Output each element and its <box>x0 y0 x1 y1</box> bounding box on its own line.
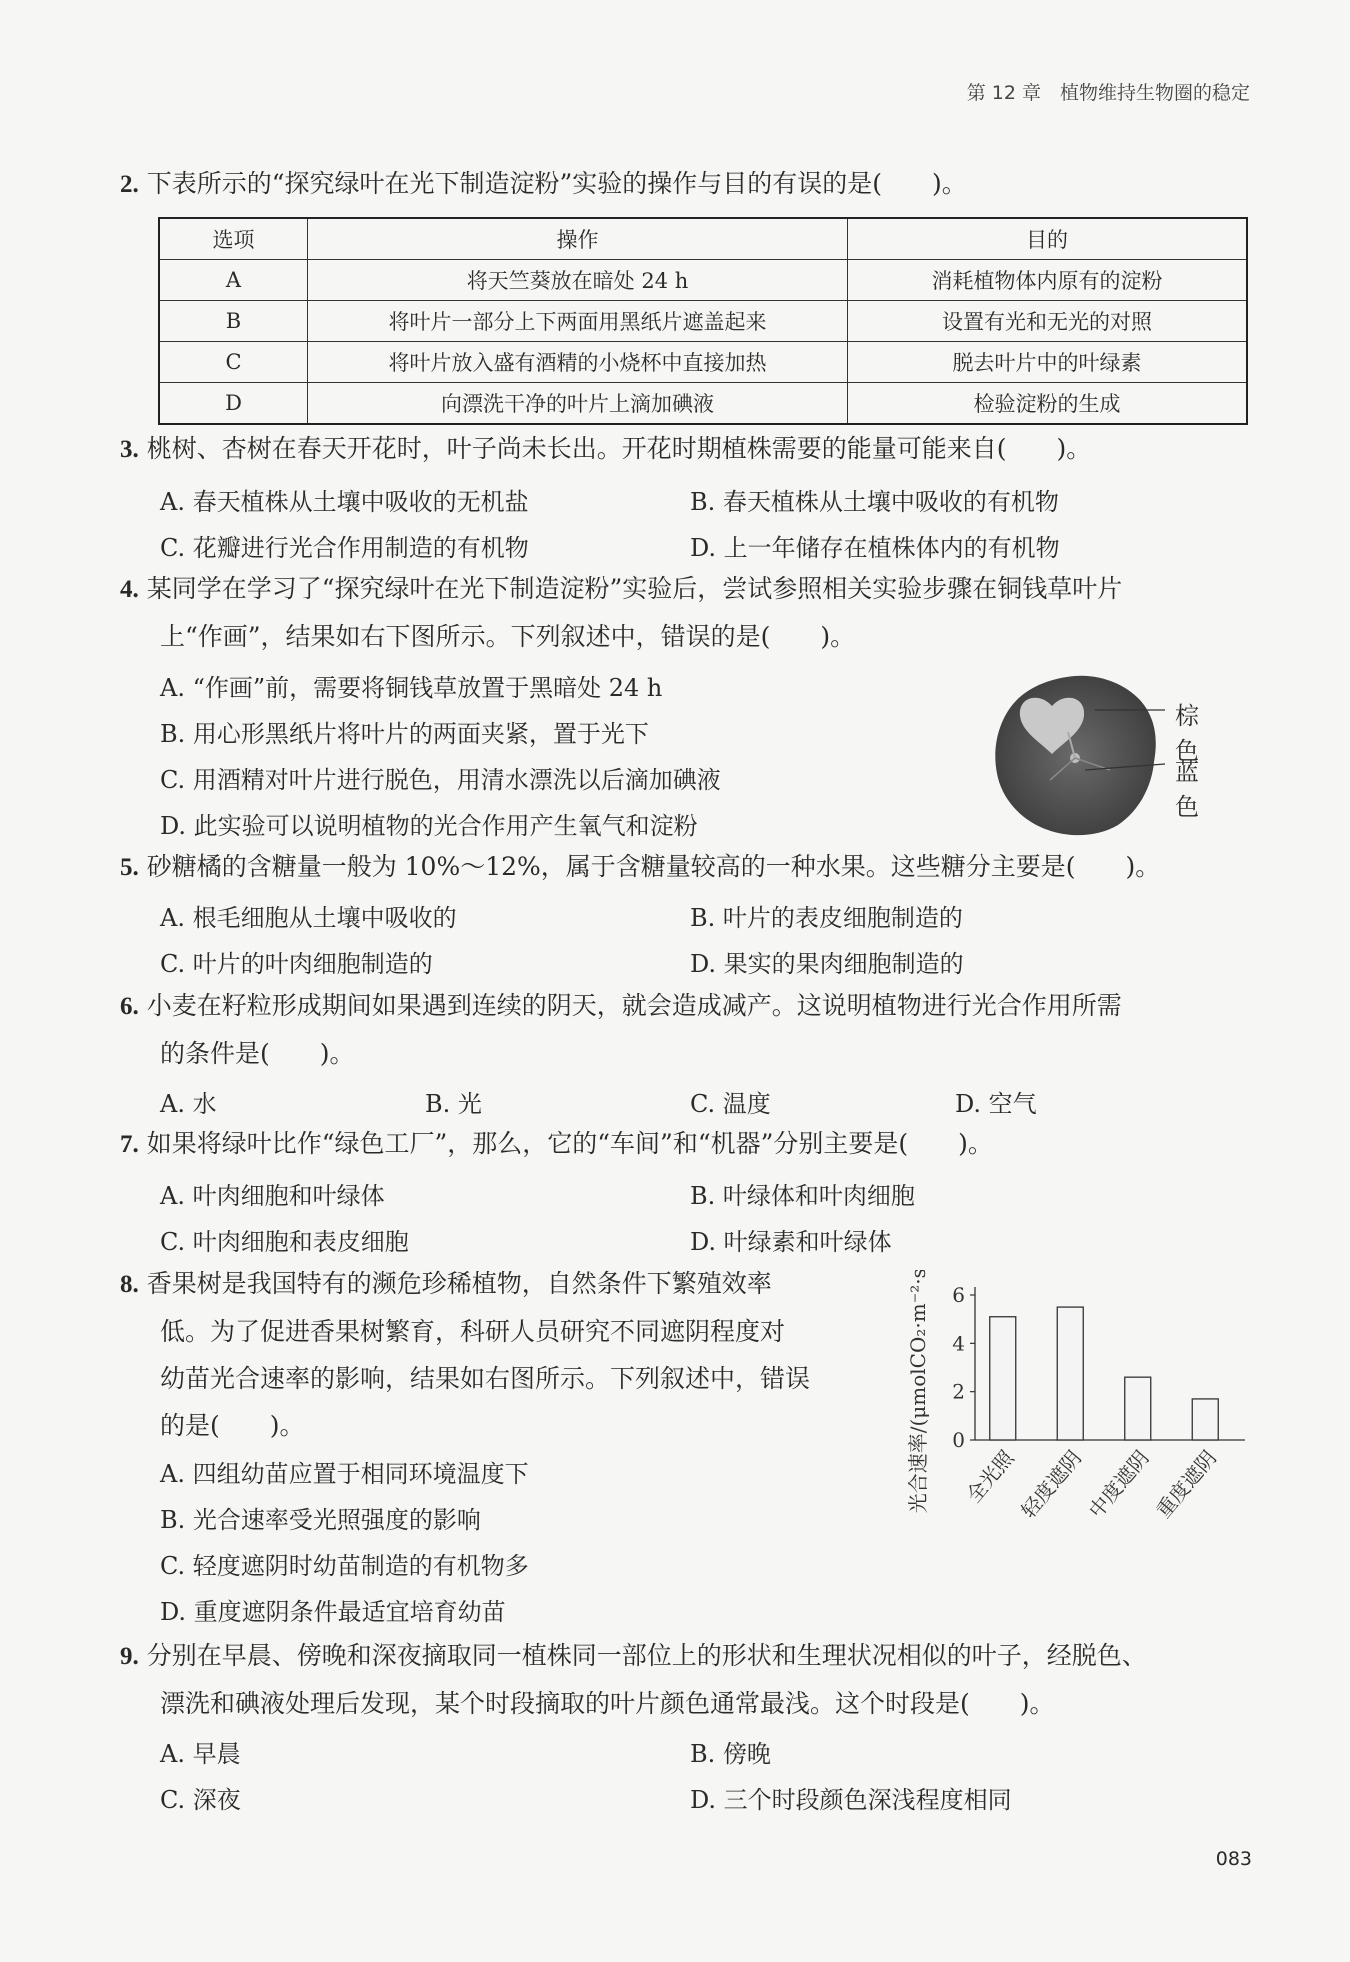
option-a[interactable]: A. “作画”前，需要将铜钱草放置于黑暗处 24 h <box>160 674 663 702</box>
option-c[interactable]: C. 用酒精对叶片进行脱色，用清水漂洗以后滴加碘液 <box>160 766 721 794</box>
question-text-line4: 的是( )。 <box>160 1411 305 1440</box>
option-c[interactable]: C. 温度 <box>690 1090 771 1118</box>
question-text-line1: 香果树是我国特有的濒危珍稀植物，自然条件下繁殖效率 <box>146 1269 772 1298</box>
x-tick-label: 全光照 <box>961 1445 1019 1508</box>
question-5 <box>120 843 1160 891</box>
option-b[interactable]: B. 叶片的表皮细胞制造的 <box>690 904 963 932</box>
question-text-line2: 上“作画”，结果如右下图所示。下列叙述中，错误的是( )。 <box>160 622 856 651</box>
bar <box>990 1317 1016 1440</box>
table-cell: 将叶片放入盛有酒精的小烧杯中直接加热 <box>308 342 848 383</box>
table-row <box>159 301 1247 342</box>
table-cell: A <box>159 260 308 301</box>
question-text-line1: 小麦在籽粒形成期间如果遇到连续的阴天，就会造成减产。这说明植物进行光合作用所需 <box>146 991 1122 1020</box>
question-number: 5. <box>120 854 139 881</box>
question-3 <box>120 425 1091 473</box>
question-6 <box>120 982 1122 1077</box>
option-c[interactable]: C. 叶肉细胞和表皮细胞 <box>160 1228 409 1256</box>
question-text-line2: 低。为了促进香果树繁育，科研人员研究不同遮阴程度对 <box>160 1317 786 1346</box>
option-d[interactable]: D. 三个时段颜色深浅程度相同 <box>690 1786 1012 1814</box>
question-number: 2. <box>120 171 139 198</box>
x-tick-label: 轻度遮阴 <box>1016 1445 1087 1523</box>
y-tick-label: 6 <box>952 1283 965 1307</box>
table-cell: 检验淀粉的生成 <box>848 383 1248 425</box>
option-a[interactable]: A. 水 <box>160 1090 217 1118</box>
table-cell: 向漂洗干净的叶片上滴加碘液 <box>308 383 848 425</box>
question-text: 砂糖橘的含糖量一般为 10%～12%，属于含糖量较高的一种水果。这些糖分主要是( )。 <box>146 852 1161 881</box>
page-number: 083 <box>1215 1848 1252 1870</box>
option-c[interactable]: C. 花瓣进行光合作用制造的有机物 <box>160 534 529 562</box>
table-cell: D <box>159 383 308 425</box>
bar <box>1057 1307 1083 1440</box>
option-c[interactable]: C. 叶片的叶肉细胞制造的 <box>160 950 433 978</box>
bar <box>1192 1399 1218 1440</box>
question-number: 8. <box>120 1271 139 1298</box>
table-row <box>159 383 1247 425</box>
table-cell: 脱去叶片中的叶绿素 <box>848 342 1248 383</box>
question-9 <box>120 1632 1147 1727</box>
option-b[interactable]: B. 光合速率受光照强度的影响 <box>160 1506 481 1534</box>
leaf-figure <box>990 670 1199 844</box>
option-d[interactable]: D. 此实验可以说明植物的光合作用产生氧气和淀粉 <box>160 812 698 840</box>
question-7 <box>120 1120 993 1168</box>
table-cell: C <box>159 342 308 383</box>
question-text: 下表所示的“探究绿叶在光下制造淀粉”实验的操作与目的有误的是( )。 <box>146 169 967 198</box>
option-a[interactable]: A. 早晨 <box>160 1740 241 1768</box>
bar <box>1125 1377 1151 1440</box>
chapter-header: 第 12 章 植物维持生物圈的稳定 <box>966 82 1250 104</box>
y-tick-label: 4 <box>952 1331 965 1356</box>
photosynthesis-chart <box>880 1270 1260 1564</box>
y-tick-label: 2 <box>952 1379 965 1404</box>
option-d[interactable]: D. 空气 <box>955 1090 1037 1118</box>
option-c[interactable]: C. 轻度遮阴时幼苗制造的有机物多 <box>160 1552 529 1580</box>
experiment-table <box>158 217 1248 425</box>
option-d[interactable]: D. 上一年储存在植株体内的有机物 <box>690 534 1060 562</box>
x-tick-label: 重度遮阴 <box>1151 1445 1222 1523</box>
table-row <box>159 260 1247 301</box>
option-d[interactable]: D. 重度遮阴条件最适宜培育幼苗 <box>160 1598 506 1626</box>
table-row <box>159 342 1247 383</box>
label-blue: 蓝色 <box>1175 758 1199 821</box>
option-d[interactable]: D. 叶绿素和叶绿体 <box>690 1228 892 1256</box>
table-cell: B <box>159 301 308 342</box>
option-a[interactable]: A. 四组幼苗应置于相同环境温度下 <box>160 1460 529 1488</box>
y-axis-label: 光合速率/(μmolCO₂·m⁻²·s⁻¹) <box>906 1270 930 1514</box>
column-header: 目的 <box>848 218 1248 260</box>
question-text-line2: 漂洗和碘液处理后发现，某个时段摘取的叶片颜色通常最浅。这个时段是( )。 <box>160 1689 1055 1718</box>
option-a[interactable]: A. 叶肉细胞和叶绿体 <box>160 1182 385 1210</box>
bar-chart <box>880 1270 1260 1560</box>
y-tick-label: 0 <box>952 1428 965 1452</box>
question-text: 桃树、杏树在春天开花时，叶子尚未长出。开花时期植株需要的能量可能来自( )。 <box>146 434 1092 463</box>
question-4 <box>120 565 1122 660</box>
option-c[interactable]: C. 深夜 <box>160 1786 241 1814</box>
option-b[interactable]: B. 傍晚 <box>690 1740 771 1768</box>
question-2 <box>120 160 967 208</box>
column-header: 操作 <box>308 218 848 260</box>
x-tick-label: 中度遮阴 <box>1083 1445 1154 1523</box>
question-text-line1: 某同学在学习了“探究绿叶在光下制造淀粉”实验后，尝试参照相关实验步骤在铜钱草叶片 <box>146 574 1123 603</box>
table-header-row <box>159 218 1247 260</box>
option-a[interactable]: A. 春天植株从土壤中吸收的无机盐 <box>160 488 529 516</box>
option-b[interactable]: B. 叶绿体和叶肉细胞 <box>690 1182 915 1210</box>
table-cell: 将天竺葵放在暗处 24 h <box>308 260 848 301</box>
option-d[interactable]: D. 果实的果肉细胞制造的 <box>690 950 964 978</box>
question-number: 3. <box>120 436 139 463</box>
question-number: 7. <box>120 1131 139 1158</box>
option-b[interactable]: B. 春天植株从土壤中吸收的有机物 <box>690 488 1059 516</box>
option-b[interactable]: B. 用心形黑纸片将叶片的两面夹紧，置于光下 <box>160 720 649 748</box>
question-number: 6. <box>120 993 139 1020</box>
table-cell: 设置有光和无光的对照 <box>848 301 1248 342</box>
label-brown: 棕色 <box>1175 702 1199 765</box>
question-text-line2: 的条件是( )。 <box>160 1039 355 1068</box>
question-number: 4. <box>120 576 139 603</box>
question-text-line3: 幼苗光合速率的影响，结果如右图所示。下列叙述中，错误 <box>160 1364 811 1393</box>
table-cell: 将叶片一部分上下两面用黑纸片遮盖起来 <box>308 301 848 342</box>
option-a[interactable]: A. 根毛细胞从土壤中吸收的 <box>160 904 457 932</box>
table-cell: 消耗植物体内原有的淀粉 <box>848 260 1248 301</box>
question-number: 9. <box>120 1643 139 1670</box>
question-8 <box>120 1260 810 1449</box>
option-b[interactable]: B. 光 <box>425 1090 482 1118</box>
column-header: 选项 <box>159 218 308 260</box>
question-text-line1: 分别在早晨、傍晚和深夜摘取同一植株同一部位上的形状和生理状况相似的叶子，经脱色、 <box>146 1641 1147 1670</box>
question-text: 如果将绿叶比作“绿色工厂”，那么，它的“车间”和“机器”分别主要是( )。 <box>146 1129 993 1158</box>
